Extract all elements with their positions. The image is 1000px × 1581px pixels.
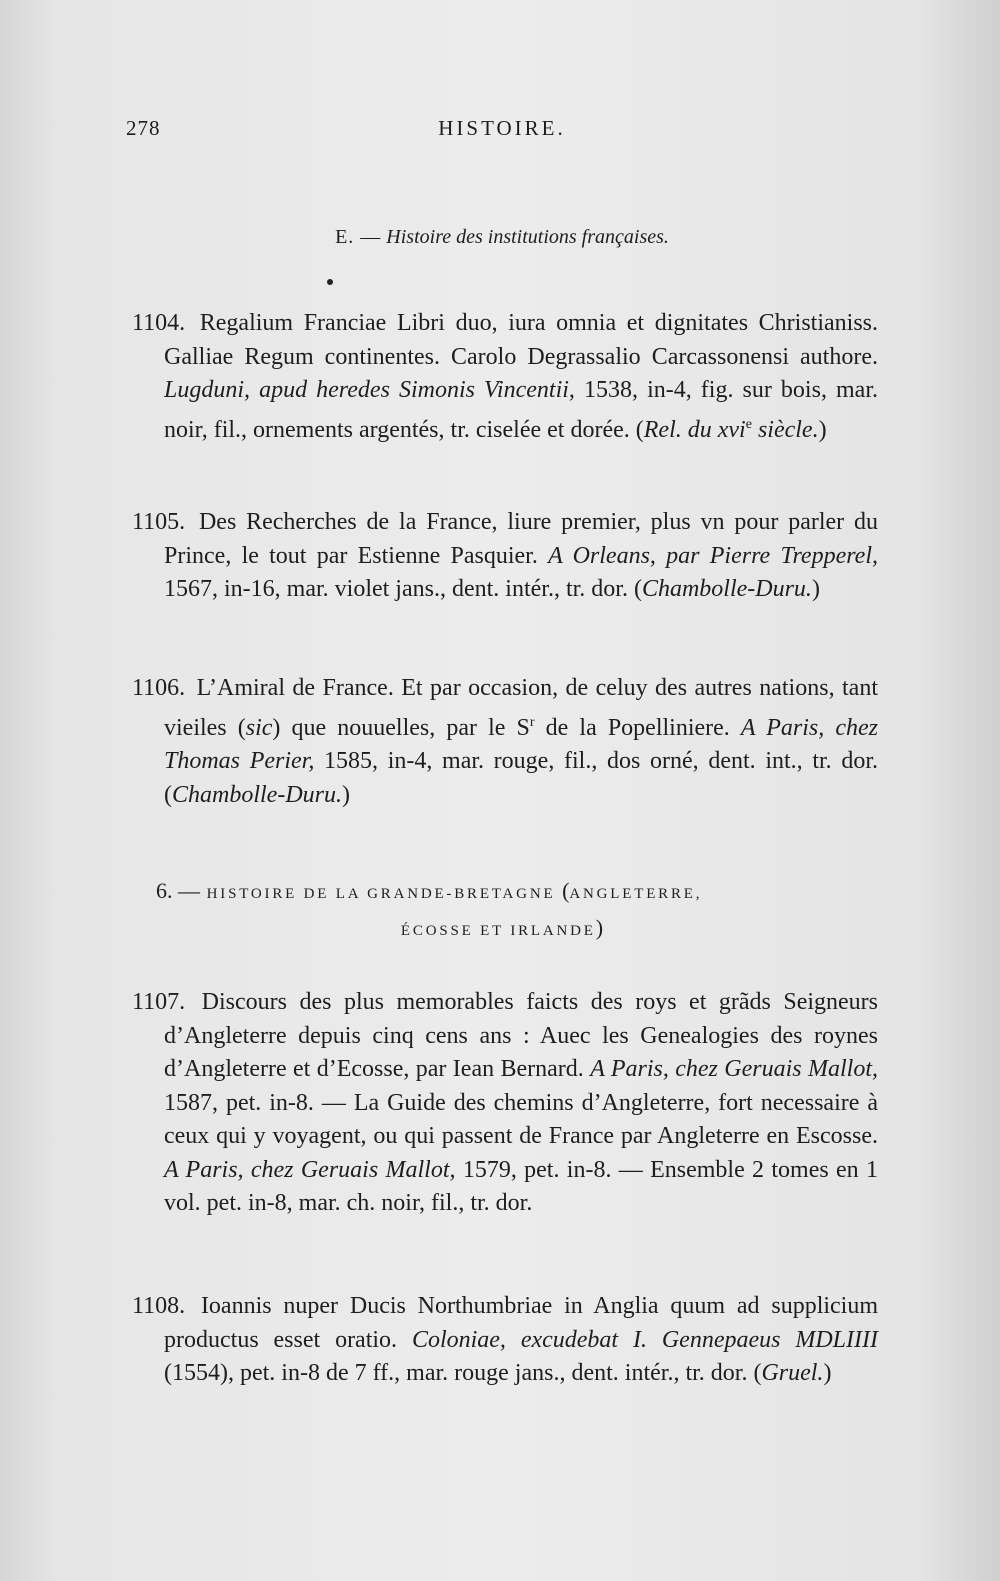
entry-text: de la Popelliniere.: [534, 714, 741, 741]
entry-text: ) que nouuelles, par le S: [272, 714, 530, 741]
entry-text: 1579, pet. in-8. — Ensemble 2 tomes en 1 vol. pet. in-8, mar. ch. noir, fil., tr. dor.: [164, 1156, 878, 1216]
entry-text: ): [811, 576, 820, 602]
section-subtitle: ÉCOSSE ET IRLANDE: [400, 923, 596, 939]
catalog-entry: [132, 506, 878, 607]
entry-text: 1587, pet. in-8. — La Guide des chemins d’Angleterre, fort necessaire à ceux qui y voyagent, ou qui passent de France par Angleterre en Escosse.: [164, 1089, 878, 1149]
entry-italic-text: A Paris, chez Thomas Perier,: [164, 714, 878, 774]
printer-mark: [327, 279, 333, 285]
entry-text: ): [823, 1360, 832, 1386]
paren-close: ): [595, 915, 604, 940]
entry-italic-text: A Paris, chez Geruais Mallot,: [590, 1056, 878, 1082]
subsection-heading: [126, 226, 878, 249]
entry-text: r: [529, 714, 535, 730]
catalog-entry: [132, 986, 878, 1221]
entry-italic-text: sic: [245, 714, 273, 741]
section-title: HISTOIRE DE LA GRANDE-BRETAGNE: [206, 886, 556, 902]
section-title-b: ANGLETERRE,: [569, 886, 703, 902]
entry-number: 1104.: [132, 310, 196, 336]
entry-number: 1105.: [132, 509, 195, 535]
subsection-label: E. —: [335, 226, 382, 248]
entry-italic-text: Gruel.: [761, 1360, 824, 1386]
entry-number: 1106.: [132, 675, 193, 701]
entry-italic-text: Chambolle-Duru.: [641, 576, 812, 602]
entry-italic-text: A Paris, chez Geruais Mallot,: [164, 1156, 456, 1183]
entry-text: Des Recherches de la France, liure premier, plus vn pour parler du Prince, le tout par Estienne Pasquier.: [164, 509, 879, 569]
page-number: 278: [126, 116, 161, 140]
entry-text: 1585, in-4, mar. rouge, fil., dos orné, dent. int., tr. dor. (: [164, 748, 878, 808]
entry-number: 1107.: [132, 989, 198, 1015]
entry-italic-text: A Orleans, par Pierre Trepperel,: [548, 542, 878, 569]
entry-text: L’Amiral de France. Et par occasion, de celuy des autres nations, tant vieiles (: [164, 675, 879, 741]
entry-italic-text: Chambolle-Duru.: [172, 781, 342, 808]
entry-italic-text: siècle.: [751, 416, 819, 443]
entry-number: 1108.: [132, 1293, 197, 1319]
catalog-entry: [132, 1290, 878, 1391]
entry-text: Regalium Franciae Libri duo, iura omnia et dignitates Christianiss. Galliae Regum continentes. Carolo Degrassalio Carcassonensi authore.: [164, 310, 879, 370]
entry-text: ): [342, 781, 350, 808]
running-head: HISTOIRE.: [438, 116, 566, 140]
entry-italic-text: Coloniae, excudebat I. Gennepaeus MDLIIII: [411, 1326, 878, 1353]
entry-text: (1554), pet. in-8 de 7 ff., mar. rouge jans., dent. intér., tr. dor. (: [164, 1360, 762, 1386]
section-number: 6. —: [156, 878, 200, 903]
entry-text: e: [745, 416, 752, 432]
paren-open: (: [562, 878, 570, 903]
entry-italic-text: Rel. du xvi: [643, 416, 746, 443]
subsection-title: Histoire des institutions françaises.: [386, 226, 669, 248]
entry-text: Discours des plus memorables faicts des roys et grãds Seigneurs d’Angleterre depuis cinq cens ans : Auec les Genealogies des roynes d’Angleterre et d’Ecosse, par Iean Bernard.: [164, 989, 879, 1082]
entry-text: 1538, in-4, fig. sur bois, mar. noir, fil., ornements argentés, tr. ciselée et dorée. (: [164, 377, 879, 443]
catalog-entry: [132, 307, 878, 447]
entry-text: 1567, in-16, mar. violet jans., dent. intér., tr. dor. (: [164, 576, 642, 602]
page-header: [126, 116, 878, 150]
entry-text: Ioannis nuper Ducis Northumbriae in Anglia quum ad supplicium productus esset oratio.: [164, 1293, 879, 1353]
section-heading-line-2: [156, 911, 848, 948]
section-heading: [156, 874, 878, 948]
entry-italic-text: Lugduni, apud heredes Simonis Vincentii,: [164, 377, 575, 403]
catalog-entry: [132, 672, 878, 812]
entry-text: ): [818, 416, 827, 443]
section-heading-line-1: [156, 874, 878, 911]
